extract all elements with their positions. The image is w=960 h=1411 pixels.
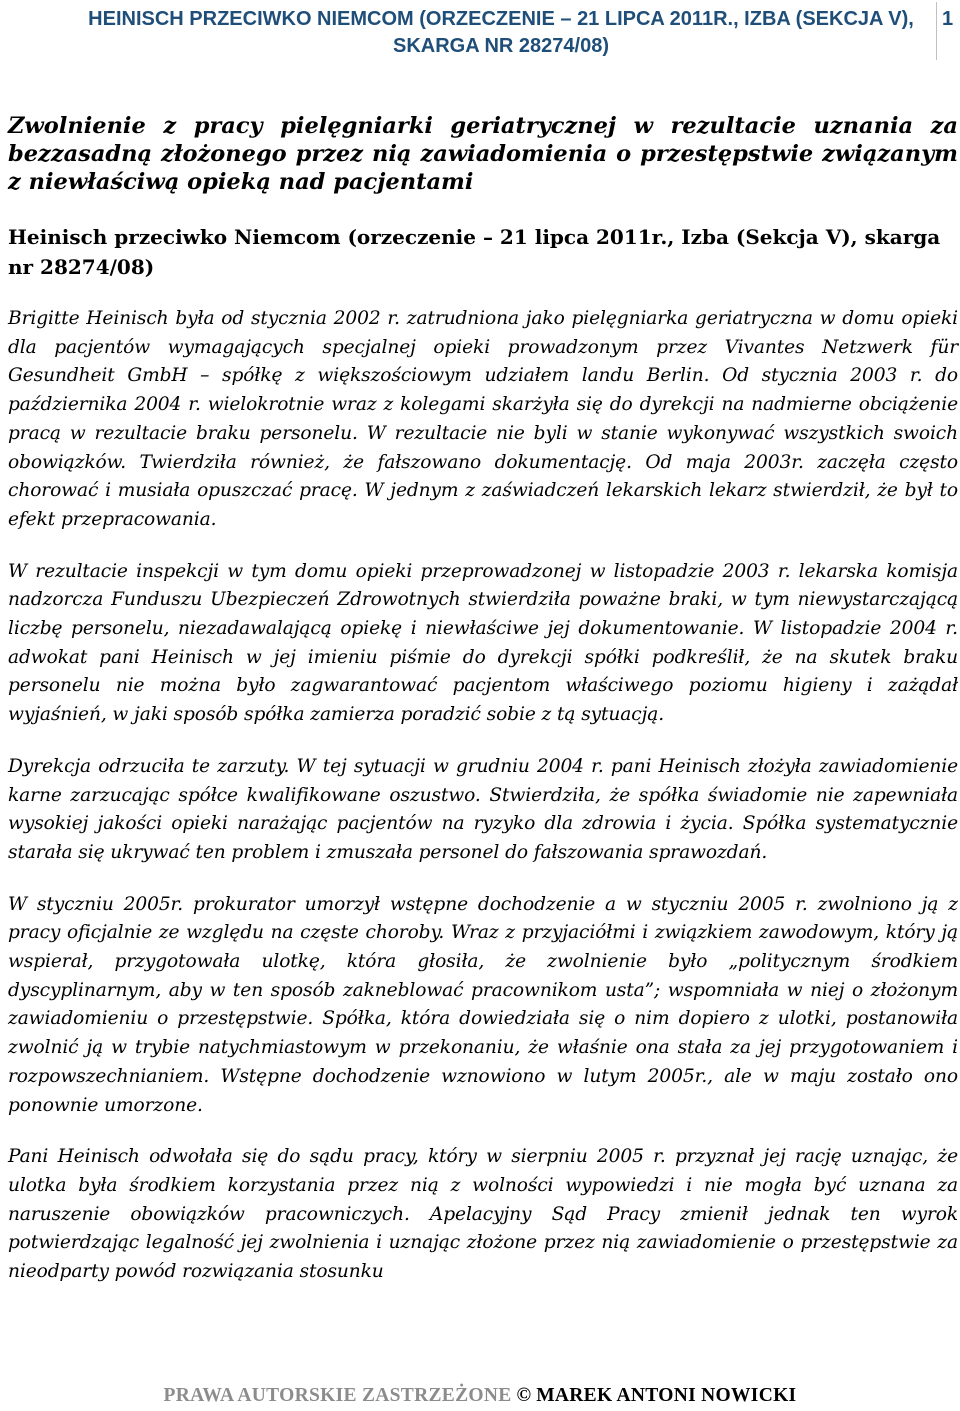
running-title [70,6,932,60]
body-paragraph-1: Brigitte Heinisch była od stycznia 2002 r. zatrudniona jako pielęgniarka geriatryczna w domu opieki dla pacjentów wymagających specjalnej opieki prowadzonym przez Vivantes Netzwerk für Gesundheit GmbH – spółkę z większościowym udziałem landu Berlin. Od stycznia 2003 r. do października 2004 r. wielokrotnie wraz z kolegami skarżyła się do dyrekcji na nadmierne obciążenie pracą w rezultacie braku personelu. W rezultacie nie byli w stanie wykonywać wszystkich swoich obowiązków. Twierdziła również, że fałszowano dokumentację. Od maja 2003r. zaczęła często chorować i musiała opuszczać pracę. W jednym z zaświadczeń lekarskich lekarz stwierdził, że był to efekt przepracowania. [8,308,958,530]
body-paragraph-3: Dyrekcja odrzuciła te zarzuty. W tej sytuacji w grudniu 2004 r. pani Heinisch złożyła zawiadomienie karne zarzucając spółce kwalifikowane oszustwo. Stwierdziła, że spółka świadomie nie zapewniała wysokiej jakości opieki narażając pacjentów na ryzyko dla zdrowia i życia. Spółka systematycznie starała się ukrywać ten problem i zmuszała personel do fałszowania sprawozdań. [8,755,958,863]
header-divider [936,2,937,60]
case-title: Heinisch przeciwko Niemcom (orzeczenie – 21 lipca 2011r., Izba (Sekcja V), skarga nr 28274/08) [8,225,941,279]
document-title: Zwolnienie z pracy pielęgniarki geriatrycznej w rezultacie uznania za bezzasadną złożonego przez nią zawiadomienia o przestępstwie związanym z niewłaściwą opieką nad pacjentami [8,113,958,195]
body-paragraph-5: Pani Heinisch odwołała się do sądu pracy, który w sierpniu 2005 r. przyznał jej rację uznając, że ulotka była środkiem korzystania przez nią z wolności wypowiedzi i nie mogła być uznana za naruszenie obowiązków pracowniczych. Apelacyjny Sąd Pracy zmienił jednak ten wyrok potwierdzając legalność jej zwolnienia i uznając złożone przez nią zawiadomienie o przestępstwie za nieodparty powód rozwiązania stosunku [8,1146,958,1283]
copyright-notice: PRAWA AUTORSKIE ZASTRZEŻONE [163,1385,512,1406]
page-number: 1 [942,8,954,30]
page-header [0,0,960,62]
running-title-line-2: SKARGA NR 28274/08) [392,35,609,57]
body-paragraph-4: W styczniu 2005r. prokurator umorzył wstępne dochodzenie a w styczniu 2005 r. zwolniono ją z pracy oficjalnie ze względu na częste choroby. Wraz z przyjaciółmi i związkiem zawodowym, który ją wspierał, przygotowała ulotkę, która głosiła, że zwolnienie było „politycznym środkiem dyscyplinarnym, aby w ten sposób zakneblować pracownikom usta”; wspomniała w niej o złożonym zawiadomieniu o przestępstwie. Spółka, która dowiedziała się o nim dopiero z ulotki, postanowiła zwolnić ją w trybie natychmiastowym w przekonaniu, że właśnie ona stała za jej przygotowaniem i rozpowszechnianiem. Wstępne dochodzenie wznowiono w lutym 2005r., ale w maju zostało ono ponownie umorzone. [8,893,958,1116]
copyright-symbol: © [516,1385,532,1406]
page-footer [0,1384,960,1408]
document-body [8,112,958,1287]
running-title-line-1: HEINISCH PRZECIWKO NIEMCOM (ORZECZENIE – 21 LIPCA 2011R., IZBA (SEKCJA V), [88,8,914,30]
body-paragraph-2: W rezultacie inspekcji w tym domu opieki przeprowadzonej w listopadzie 2003 r. lekarska komisja nadzorcza Funduszu Ubezpieczeń Zdrowotnych stwierdziła poważne braki, w tym niewystarczającą liczbę personelu, niezadawalającą opiekę i niewłaściwe jej dokumentowanie. W listopadzie 2004 r. adwokat pani Heinisch w jej imieniu piśmie do dyrekcji spółki podkreślił, że na skutek braku personelu nie można było zagwarantować pacjentom właściwego poziomu higieny i zażądał wyjaśnień, w jaki sposób spółka zamierza poradzić sobie z tą sytuacją. [8,560,958,726]
copyright-author: MAREK ANTONI NOWICKI [536,1385,797,1406]
